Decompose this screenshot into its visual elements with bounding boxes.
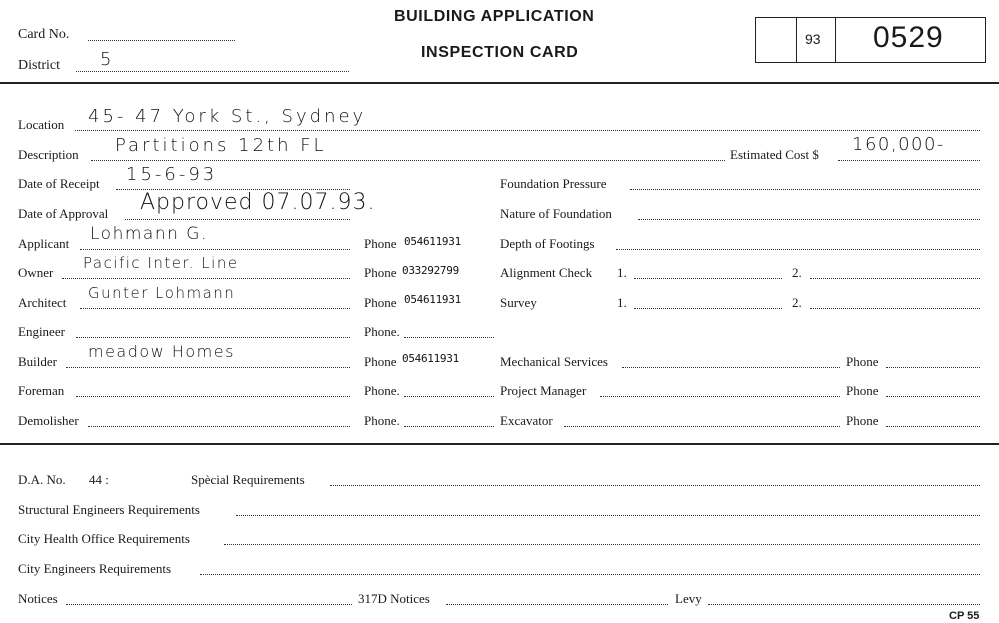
alignment-num1: 1. [617,265,627,280]
foreman-label: Foreman [18,383,65,398]
district-label: District [18,58,60,73]
applicant-field[interactable] [80,249,350,250]
depth-footings-field[interactable] [616,249,980,250]
excavator-label: Excavator [500,413,553,428]
engineer-label: Engineer [18,324,65,339]
card-number: 0529 [873,21,944,54]
notices-label: Notices [18,591,58,606]
location-field[interactable] [75,130,980,131]
date-receipt-label: Date of Receipt [18,176,100,191]
architect-phone-label: Phone [364,295,397,310]
alignment-field-2[interactable] [810,278,980,279]
owner-phone-value: 033292799 [402,264,459,277]
description-value: Partitions 12th FL [115,135,327,156]
engineer-phone-field[interactable] [404,337,494,338]
project-manager-phone-label: Phone [846,383,879,398]
date-receipt-value: 15-6-93 [126,164,218,185]
mechanical-services-field[interactable] [622,367,840,368]
district-value: 5 [100,49,113,70]
demolisher-label: Demolisher [18,413,79,428]
alignment-field-1[interactable] [634,278,782,279]
owner-phone-label: Phone [364,265,397,280]
applicant-value: Lohmann G. [90,224,208,244]
excavator-phone-label: Phone [846,413,879,428]
architect-field[interactable] [80,308,350,309]
levy-field[interactable] [708,604,980,605]
description-label: Description [18,147,79,162]
applicant-phone-label: Phone [364,236,397,251]
card-no-label: Card No. [18,27,70,42]
mechanical-phone-label: Phone [846,354,879,369]
notices-317d-field[interactable] [446,604,668,605]
foreman-phone-field[interactable] [404,396,494,397]
date-approval-value: Approved 07.07.93. [140,190,376,215]
city-health-field[interactable] [224,544,980,545]
excavator-field[interactable] [564,426,840,427]
depth-footings-label: Depth of Footings [500,236,595,251]
district-field[interactable] [76,71,349,72]
location-value: 45- 47 York St., Sydney [88,106,367,127]
survey-field-2[interactable] [810,308,980,309]
project-manager-label: Project Manager [500,383,587,398]
description-field[interactable] [91,160,725,161]
estimated-cost-label: Estimated Cost $ [730,147,819,162]
notices-317d-label: 317D Notices [358,591,430,606]
survey-num1: 1. [617,295,627,310]
structural-engineers-label: Structural Engineers Requirements [18,502,200,517]
date-approval-field[interactable] [125,219,350,220]
da-no-value: 44 : [89,472,109,487]
demolisher-field[interactable] [88,426,350,427]
foundation-pressure-field[interactable] [630,189,980,190]
special-requirements-label: Spècial Requirements [191,472,305,487]
survey-field-1[interactable] [634,308,782,309]
structural-engineers-field[interactable] [236,515,980,516]
owner-label: Owner [18,265,54,280]
mechanical-services-label: Mechanical Services [500,354,608,369]
da-no-label: D.A. No. [18,472,66,487]
form-title-line1: BUILDING APPLICATION [394,8,595,25]
builder-field[interactable] [66,367,350,368]
city-engineers-label: City Engineers Requirements [18,561,172,576]
builder-label: Builder [18,354,57,369]
nature-foundation-label: Nature of Foundation [500,206,612,221]
card-no-field[interactable] [88,40,235,41]
foundation-pressure-label: Foundation Pressure [500,176,607,191]
owner-field[interactable] [62,278,350,279]
excavator-phone-field[interactable] [886,426,980,427]
applicant-label: Applicant [18,236,70,251]
nature-foundation-field[interactable] [638,219,980,220]
year-value: 93 [805,31,821,47]
date-approval-label: Date of Approval [18,206,109,221]
demolisher-phone-field[interactable] [404,426,494,427]
builder-phone-label: Phone [364,354,397,369]
city-health-label: City Health Office Requirements [18,531,190,546]
mechanical-phone-field[interactable] [886,367,980,368]
demolisher-phone-label: Phone. [364,413,400,428]
engineer-phone-label: Phone. [364,324,400,339]
foreman-field[interactable] [76,396,350,397]
city-engineers-field[interactable] [200,574,980,575]
architect-value: Gunter Lohmann [88,284,236,302]
special-requirements-field[interactable] [330,485,980,486]
project-manager-field[interactable] [600,396,840,397]
architect-label: Architect [18,295,67,310]
check-box [755,17,797,63]
engineer-field[interactable] [76,337,350,338]
alignment-check-label: Alignment Check [500,265,593,280]
form-code: CP 55 [949,610,980,622]
survey-num2: 2. [792,295,802,310]
alignment-num2: 2. [792,265,802,280]
builder-phone-value: 054611931 [402,352,459,365]
notices-field[interactable] [66,604,352,605]
estimated-cost-field[interactable] [838,160,980,161]
project-manager-phone-field[interactable] [886,396,980,397]
foreman-phone-label: Phone. [364,383,400,398]
builder-value: meadow Homes [88,342,235,361]
header-divider [0,82,999,84]
section-divider [0,443,999,445]
form-title-line2: INSPECTION CARD [421,44,579,61]
survey-label: Survey [500,295,537,310]
architect-phone-value: 054611931 [404,293,461,306]
owner-value: Pacific Inter. Line [83,254,239,272]
estimated-cost-value: 160,000- [852,134,945,155]
location-label: Location [18,117,65,132]
levy-label: Levy [675,591,702,606]
applicant-phone-value: 054611931 [404,235,461,248]
